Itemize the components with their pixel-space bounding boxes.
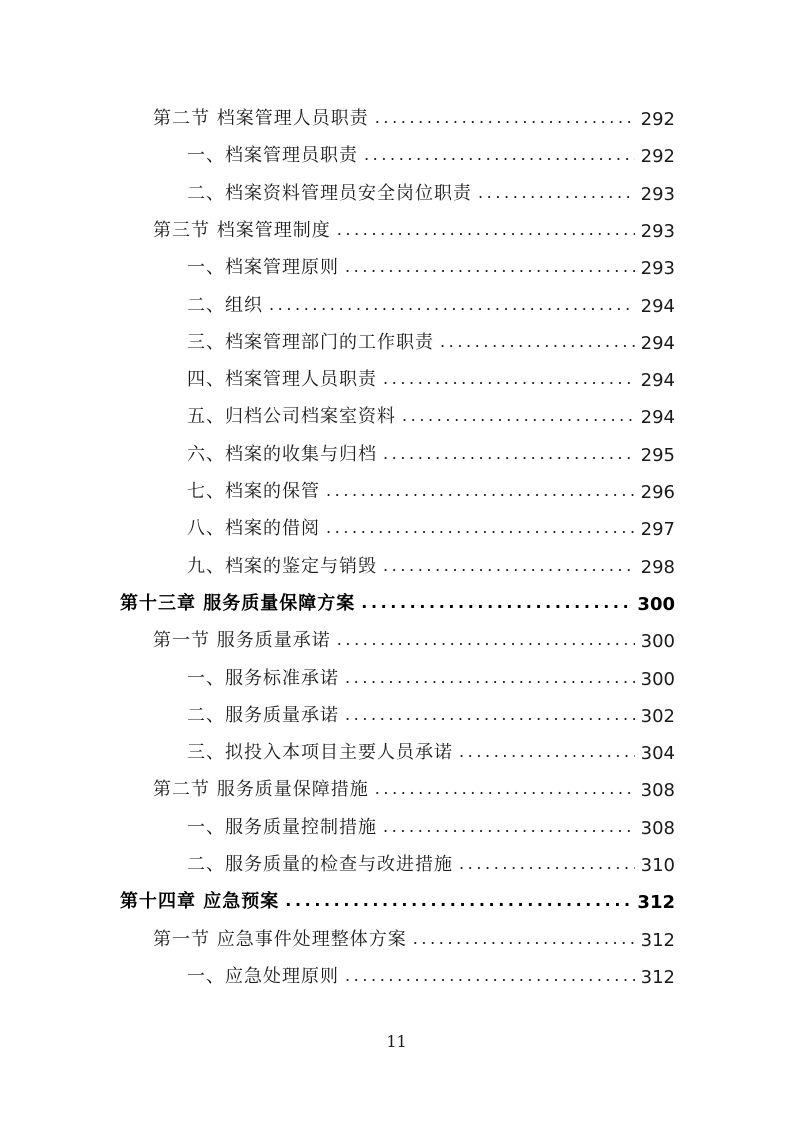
- toc-entry-title: 第十三章 服务质量保障方案: [120, 592, 356, 614]
- toc-entry-page-number: 296: [640, 482, 675, 503]
- toc-dot-leader: [337, 632, 635, 652]
- toc-dot-leader: [326, 483, 635, 503]
- toc-entry[interactable]: [153, 921, 675, 951]
- toc-entry-page-number: 295: [640, 444, 675, 466]
- toc-entry[interactable]: [187, 660, 675, 690]
- toc-dot-leader: [285, 893, 631, 913]
- toc-entry-page-number: 294: [640, 295, 675, 317]
- toc-entry-page-number: 308: [640, 817, 675, 839]
- toc-entry-page-number: 312: [640, 929, 675, 951]
- toc-entry-title: 二、档案资料管理员安全岗位职责: [187, 182, 472, 204]
- toc-dot-leader: [345, 259, 635, 279]
- toc-entry[interactable]: [153, 771, 675, 801]
- toc-entry-title: 二、服务质量的检查与改进措施: [187, 854, 453, 875]
- toc-entry-page-number: 293: [640, 183, 675, 205]
- toc-entry-title: 第十四章 应急预案: [120, 891, 280, 913]
- toc-entry[interactable]: [187, 697, 675, 727]
- toc-entry-title: 第三节 档案管理制度: [153, 219, 331, 241]
- toc-dot-leader: [345, 670, 635, 690]
- toc-dot-leader: [459, 744, 635, 764]
- toc-entry-page-number: 300: [637, 593, 675, 615]
- toc-entry[interactable]: [187, 510, 675, 540]
- toc-entry-title: 第二节 档案管理人员职责: [153, 108, 369, 129]
- toc-entry[interactable]: [120, 883, 675, 913]
- toc-entry[interactable]: [187, 287, 675, 317]
- toc-entry-title: 九、档案的鉴定与销毁: [187, 555, 377, 577]
- toc-entry-title: 第一节 服务质量承诺: [153, 630, 331, 652]
- toc-entry-title: 三、档案管理部门的工作职责: [187, 331, 434, 353]
- toc-entry-title: 五、归档公司档案室资料: [187, 406, 396, 428]
- toc-entry-title: 一、服务标准承诺: [187, 667, 339, 689]
- toc-entry[interactable]: [153, 100, 675, 130]
- toc-entry-title: 四、档案管理人员职责: [187, 369, 377, 391]
- toc-entry-page-number: 294: [640, 370, 675, 392]
- toc-entry-title: 一、档案管理员职责: [187, 145, 358, 167]
- toc-entry-page-number: 297: [640, 519, 675, 541]
- toc-entry-page-number: 294: [640, 407, 675, 429]
- toc-entry[interactable]: [187, 734, 675, 764]
- toc-entry-page-number: 300: [640, 668, 675, 690]
- toc-entry-page-number: 292: [640, 146, 675, 168]
- toc-entry-page-number: 292: [640, 109, 675, 130]
- toc-entry-title: 六、档案的收集与归档: [187, 443, 377, 465]
- toc-entry-page-number: 298: [640, 556, 675, 578]
- toc-entry[interactable]: [187, 324, 675, 354]
- toc-entry[interactable]: [187, 958, 675, 988]
- toc-entry[interactable]: [187, 846, 675, 876]
- toc-dot-leader: [383, 558, 635, 578]
- toc-entry-page-number: 304: [640, 743, 675, 765]
- page-number: 11: [386, 1032, 407, 1051]
- toc-entry-page-number: 293: [640, 258, 675, 280]
- toc-entry-title: 一、服务质量控制措施: [187, 816, 377, 838]
- toc-entry-page-number: 308: [640, 780, 675, 802]
- toc-dot-leader: [364, 147, 635, 167]
- toc-dot-leader: [345, 968, 635, 988]
- toc-dot-leader: [345, 707, 635, 727]
- toc-entry[interactable]: [187, 398, 675, 428]
- toc-entry[interactable]: [187, 249, 675, 279]
- toc-entry-page-number: 312: [640, 966, 675, 988]
- toc-dot-leader: [413, 931, 635, 951]
- toc-entry-title: 七、档案的保管: [187, 481, 320, 502]
- toc-entry[interactable]: [187, 137, 675, 167]
- toc-entry-title: 八、档案的借阅: [187, 518, 320, 540]
- toc-entry[interactable]: [187, 548, 675, 578]
- toc-dot-leader: [459, 856, 635, 876]
- toc-entry-title: 三、拟投入本项目主要人员承诺: [187, 742, 453, 764]
- toc-entry-page-number: 294: [640, 332, 675, 354]
- toc-dot-leader: [375, 110, 635, 130]
- toc-dot-leader: [269, 297, 635, 317]
- toc-dot-leader: [383, 819, 635, 839]
- toc-dot-leader: [383, 446, 635, 466]
- toc-entry-page-number: 300: [640, 631, 675, 653]
- toc-entry-title: 第一节 应急事件处理整体方案: [153, 928, 407, 950]
- toc-entry[interactable]: [153, 212, 675, 242]
- toc-entry[interactable]: [187, 473, 675, 503]
- toc-entry-page-number: 310: [640, 855, 675, 876]
- toc-dot-leader: [326, 520, 635, 540]
- toc-entry[interactable]: [120, 585, 675, 615]
- toc-dot-leader: [383, 371, 635, 391]
- toc-entry-title: 一、应急处理原则: [187, 965, 339, 987]
- toc-entry-title: 二、服务质量承诺: [187, 704, 339, 726]
- toc-entry-page-number: 302: [640, 705, 675, 727]
- toc-dot-leader: [402, 408, 635, 428]
- toc-entry-title: 第二节 服务质量保障措施: [153, 779, 369, 801]
- toc-entry[interactable]: [187, 809, 675, 839]
- toc-dot-leader: [375, 781, 635, 801]
- toc-dot-leader: [337, 222, 635, 242]
- toc-dot-leader: [440, 334, 635, 354]
- toc-entry-page-number: 312: [637, 892, 675, 914]
- toc-entry[interactable]: [153, 622, 675, 652]
- toc-entry-page-number: 293: [640, 220, 675, 242]
- toc-dot-leader: [478, 185, 635, 205]
- toc-entry[interactable]: [187, 361, 675, 391]
- toc-dot-leader: [361, 595, 631, 615]
- toc-entry[interactable]: [187, 436, 675, 466]
- toc-entry-title: 一、档案管理原则: [187, 257, 339, 279]
- toc-entry[interactable]: [187, 175, 675, 205]
- toc-entry-title: 二、组织: [187, 294, 263, 316]
